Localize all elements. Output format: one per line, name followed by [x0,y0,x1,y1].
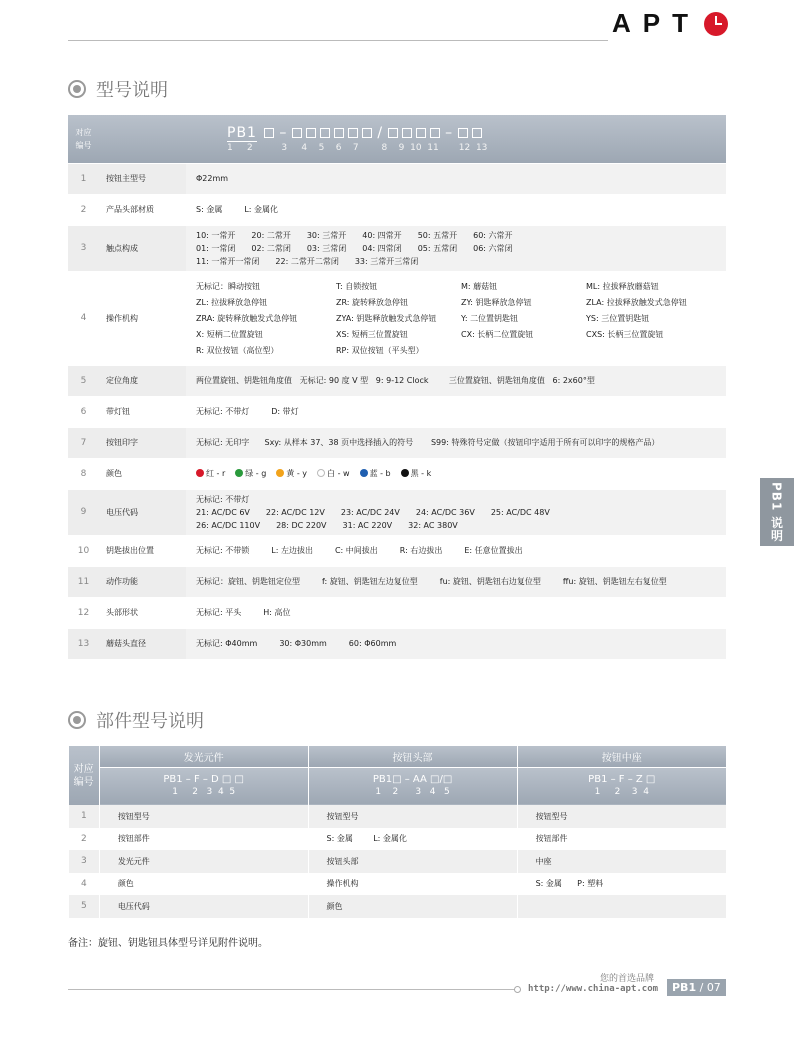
content-item: ZL: 拉拔释放急停钮 [196,297,268,307]
model-slot [416,128,426,138]
content-line [196,229,726,242]
model-slot [388,128,398,138]
content-item: 33: 三常开三常闭 [354,256,419,266]
row-content [186,225,726,271]
content-line [196,519,726,532]
cell: 按钮型号 [99,805,308,828]
content-item: 25: AC/DC 48V [490,507,550,517]
row-label: 钥匙拔出位置 [99,535,186,566]
section-title-model [68,76,168,102]
content-item: 60: Φ60mm [348,639,397,648]
content-item: ZY: 钥匙释放急停钮 [461,297,532,307]
content-item: 22: 二常开二常闭 [275,256,339,266]
content-item: 无标记: 不带锁 [196,546,250,555]
color-option [360,469,391,478]
row-content [186,163,726,194]
content-item: 32: AC 380V [408,520,458,530]
table-row [68,566,726,597]
model-numbers: 1 2 3 4 [594,787,649,798]
model-numbers: 1 2 3 4 5 6 7 8 9 10 11 12 13 [227,142,488,153]
content-item: RP: 双位按钮（平头型） [336,345,424,355]
section-title-text: 型号说明 [96,80,168,101]
content-line [196,493,726,506]
model-slot [334,128,344,138]
color-dot-icon [276,469,284,477]
group-title: 发光元件 [99,746,308,767]
model-slot [264,128,274,138]
model-slot [472,128,482,138]
content-item: 40: 四常开 [362,230,402,240]
color-option [401,469,432,478]
page-number: 07 [706,981,721,994]
cell: 按钮型号 [517,805,726,828]
content-item: 22: AC/DC 12V [265,507,325,517]
content-item: 无标记: 平头 [196,608,242,617]
cell: S: 金属 P: 塑料 [517,873,726,896]
row-content [186,566,726,597]
table-row [69,805,727,828]
section-title-text: 部件型号说明 [96,711,204,732]
cell: 颜色 [308,895,517,918]
content-line [196,506,726,519]
clock-icon [704,12,728,36]
color-label: 黄 - y [286,469,308,478]
row-number: 8 [68,458,99,489]
cell: 按钮部件 [517,828,726,851]
content-item: D: 带灯 [271,407,299,416]
table-row [69,828,727,851]
cell: 按钮型号 [308,805,517,828]
table-row [68,535,726,566]
color-dot-icon [317,469,325,477]
content-item: 50: 五常开 [417,230,458,240]
footnote: 备注：旋钮、钥匙钮具体型号详见附件说明。 [68,938,268,949]
header-label [69,746,100,805]
row-label: 蘑菇头直径 [99,628,186,659]
bullet-ring-icon [68,80,86,98]
content-item: R: 双位按钮（高位型） [196,345,279,355]
model-code-header [99,115,726,163]
model-code [99,125,726,141]
content-text: 无标记: 无印字 Sxy: 从样本 37、38 页中选择插入的符号 S99: 特殊符号定做（按钮印字适用于所有可以印字的规格产品） [196,438,660,447]
row-label: 定位角度 [99,365,186,396]
row-content [186,396,726,427]
cell: S: 金属 L: 金属化 [308,828,517,851]
content-item: 04: 四常闭 [362,243,402,253]
cell [517,895,726,918]
content-item: X: 短柄二位置旋钮 [196,329,263,339]
section-title-parts [68,707,204,733]
group-model [308,767,517,805]
content-item [586,344,726,357]
content-item: CX: 长柄二位置旋钮 [461,329,534,339]
row-content [186,597,726,628]
model-separator: – [445,124,454,141]
table-row [68,271,726,365]
row-label: 触点构成 [99,225,186,271]
model-numbers: 1 2 3 4 5 [375,787,450,798]
content-item: 无标记：旋钮、钥匙钮定位型 [196,577,300,586]
row-label: 带灯钮 [99,396,186,427]
content-item: T: 自锁按钮 [336,281,378,291]
color-label: 红 - r [206,469,226,478]
page-number-badge [667,979,726,996]
model-slot [348,128,358,138]
brand-name: APT [612,8,700,38]
row-content [186,194,726,225]
header-label [68,115,99,163]
content-item: 05: 五常闭 [417,243,458,253]
row-label: 按钮主型号 [99,163,186,194]
content-item: 31: AC 220V [342,520,393,530]
row-content [186,489,726,535]
content-line [196,242,726,255]
content-item: 02: 二常闭 [251,243,291,253]
color-option [317,469,350,478]
content-item: fu: 旋钮、钥匙钮右边复位型 [439,577,541,586]
side-tab[interactable]: PB1 说明 [760,478,794,546]
color-option [235,469,266,478]
header-label-line: 对应 [75,127,92,137]
row-number: 11 [68,566,99,597]
table-row [68,194,726,225]
content-item: 23: AC/DC 24V [340,507,400,517]
content-item: Y: 二位置钥匙钮 [461,313,519,323]
cell: 颜色 [99,873,308,896]
content-item: 10: 一常开 [196,230,236,240]
group-model [99,767,308,805]
row-number: 3 [68,225,99,271]
model-table [68,115,726,660]
content-item: E: 任意位置拔出 [464,546,523,555]
color-dot-icon [401,469,409,477]
model-slot [306,128,316,138]
content-item: S: 金属 [196,205,223,214]
content-item: 20: 二常开 [251,230,291,240]
content-item: ZLA: 拉拔释放触发式急停钮 [586,297,687,307]
row-number: 5 [68,365,99,396]
row-number: 1 [69,805,100,828]
table-row [68,163,726,194]
color-dot-icon [360,469,368,477]
cell: 操作机构 [308,873,517,896]
model-slot [320,128,330,138]
footer-rule [68,989,516,990]
model-numbers: 1 2 3 4 5 [172,787,236,798]
row-content [186,427,726,458]
content-item: L: 左边拔出 [271,546,313,555]
row-content [186,628,726,659]
content-item: R: 右边拔出 [399,546,443,555]
footer-slogan: 您的首选品牌 [600,974,655,984]
model-slot [292,128,302,138]
row-number: 5 [69,895,100,918]
content-item: YS: 三位置钥匙钮 [586,313,650,323]
content-item: f: 旋钮、钥匙钮左边复位型 [322,577,418,586]
content-item: 01: 一常闭 [196,243,236,253]
content-line [196,255,726,268]
table-row [68,225,726,271]
content-item: 03: 三常闭 [306,243,347,253]
content-item [461,344,586,357]
row-number: 13 [68,628,99,659]
color-option [276,469,307,478]
row-number: 9 [68,489,99,535]
brand-logo [612,8,728,39]
content-item: M: 蘑菇钮 [461,281,498,291]
row-number: 10 [68,535,99,566]
color-label: 绿 - g [245,469,267,478]
row-label: 电压代码 [99,489,186,535]
table-row [68,365,726,396]
row-number: 3 [69,850,100,873]
color-dot-icon [235,469,243,477]
table-row [69,850,727,873]
row-label: 头部形状 [99,597,186,628]
row-label: 动作功能 [99,566,186,597]
table-row [68,489,726,535]
content-item: 24: AC/DC 36V [415,507,475,517]
content-item: L: 金属化 [244,205,279,214]
cell: 电压代码 [99,895,308,918]
table-row [68,597,726,628]
color-label: 蓝 - b [369,469,391,478]
model-code: PB1 – F – D □ □ [163,774,245,786]
model-separator: / [377,124,384,141]
color-option [196,469,225,478]
model-separator: – [279,124,288,141]
cell: 按钮部件 [99,828,308,851]
model-code: PB1 – F – Z □ [588,774,656,786]
parts-table [68,746,726,918]
row-number: 6 [68,396,99,427]
cell: 发光元件 [99,850,308,873]
content-item: ML: 拉拔释放蘑菇钮 [586,281,659,291]
row-number: 4 [68,271,99,365]
content-item: 11: 一常开一常闭 [196,256,260,266]
group-title: 按钮头部 [308,746,517,767]
color-label: 黑 - k [410,469,432,478]
table-row [68,628,726,659]
content-text: Φ22mm [196,174,229,183]
model-slot [430,128,440,138]
content-item: H: 高位 [263,608,291,617]
header-label-line: 编号 [75,140,92,150]
content-item: ZRA: 旋转释放触发式急停钮 [196,313,298,323]
content-item: ZYA: 钥匙释放触发式急停钮 [336,313,437,323]
row-label: 产品头部材质 [99,194,186,225]
content-item: CXS: 长柄三位置旋钮 [586,329,664,339]
content-item: 无标记: 不带灯 [196,407,250,416]
table-row [68,427,726,458]
model-slot [458,128,468,138]
table-row [68,458,726,489]
footer-url[interactable]: http://www.china-apt.com [528,984,659,994]
color-label: 白 - w [327,469,350,478]
content-item: 60: 六常开 [473,230,513,240]
table-row [69,873,727,896]
header-label-line: 对应 [73,763,94,775]
row-content [186,271,726,365]
table-row [69,895,727,918]
page-prefix: PB1 [672,981,697,994]
content-item: 无标记：瞬动按钮 [196,281,260,291]
row-label: 按钮印字 [99,427,186,458]
content-item: XS: 短柄三位置旋钮 [336,329,408,339]
row-number: 2 [68,194,99,225]
row-content [186,458,726,489]
content-item: 30: 三常开 [306,230,347,240]
model-prefix: PB1 [227,124,257,141]
content-grid [196,280,726,357]
row-number: 4 [69,873,100,896]
group-model [517,767,726,805]
table-row [68,396,726,427]
content-item: 无标记: 不带灯 [196,494,250,504]
row-number: 12 [68,597,99,628]
content-text: 两位置旋钮、钥匙钮角度值 无标记: 90 度 V 型 9: 9-12 Clock 三位置旋钮、钥匙钮角度值 6: 2x60°型 [196,376,595,385]
model-code: PB1□ – AA □/□ [372,774,453,786]
content-item: 06: 六常闭 [473,243,513,253]
group-title: 按钮中座 [517,746,726,767]
model-slot [362,128,372,138]
cell: 按钮头部 [308,850,517,873]
cell: 中座 [517,850,726,873]
color-dot-icon [196,469,204,477]
content-item: 26: AC/DC 110V [196,520,261,530]
bullet-ring-icon [68,711,86,729]
model-slot [402,128,412,138]
row-number: 2 [69,828,100,851]
content-item: 28: DC 220V [276,520,327,530]
content-item: 无标记: Φ40mm [196,639,258,648]
circle-icon [514,986,521,993]
row-content [186,365,726,396]
row-content [186,535,726,566]
row-label: 操作机构 [99,271,186,365]
content-item: 30: Φ30mm [279,639,327,648]
page-separator: / [696,981,707,994]
content-item: 21: AC/DC 6V [196,507,250,517]
content-item: ZR: 旋转释放急停钮 [336,297,409,307]
header-rule [68,40,608,41]
content-item: C: 中间拔出 [334,546,378,555]
header-label-line: 编号 [73,776,94,788]
row-number: 1 [68,163,99,194]
row-number: 7 [68,427,99,458]
content-item: ffu: 旋钮、钥匙钮左右复位型 [562,577,667,586]
row-label: 颜色 [99,458,186,489]
